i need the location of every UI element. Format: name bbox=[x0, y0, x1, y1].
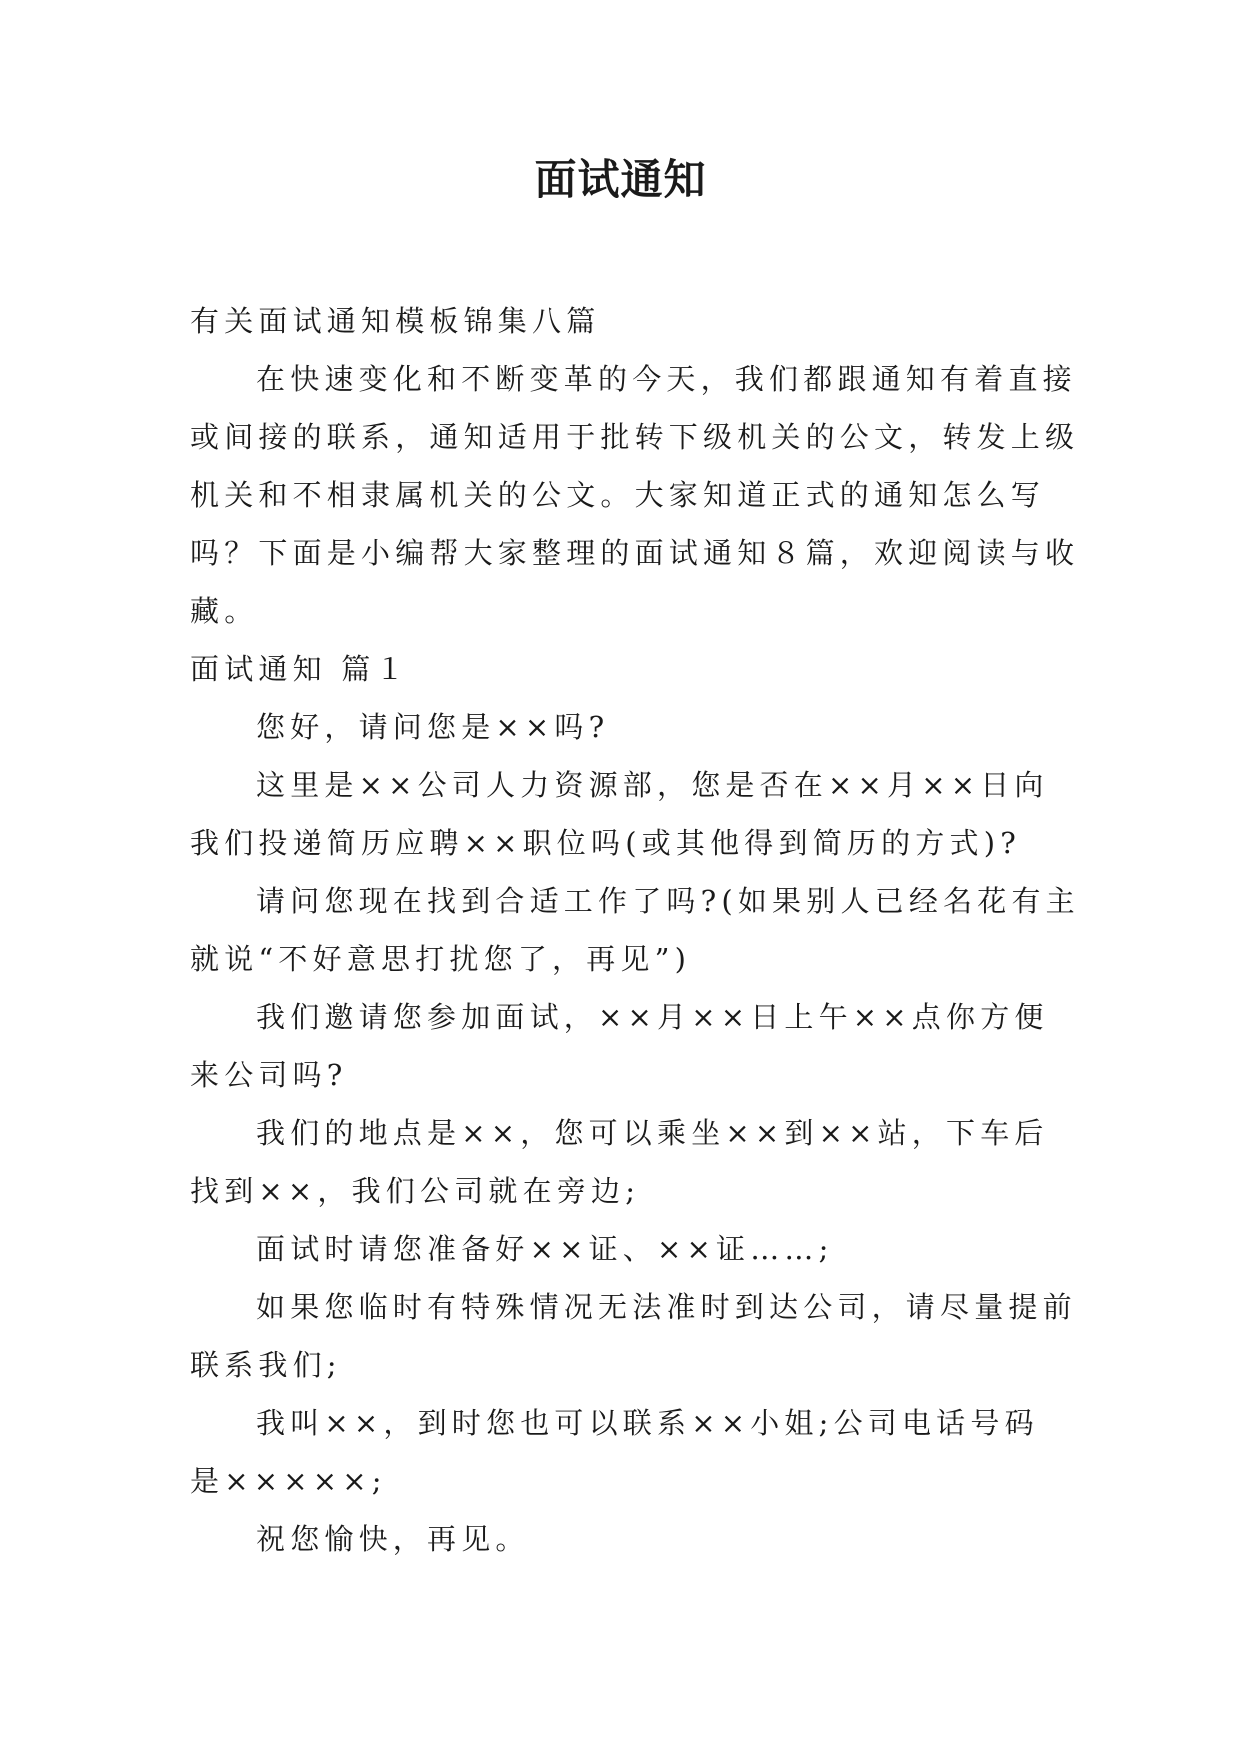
section-heading: 面试通知 篇１ bbox=[190, 652, 410, 686]
document-title: 面试通知 bbox=[534, 155, 707, 204]
doc-line: 我们投递简历应聘××职位吗(或其他得到简历的方式)? bbox=[190, 826, 1021, 860]
doc-line: 我们邀请您参加面试，××月××日上午××点你方便 bbox=[256, 1000, 1049, 1034]
doc-line: 面试时请您准备好××证、××证……; bbox=[256, 1232, 834, 1266]
document-body bbox=[190, 292, 1080, 1568]
doc-line: 我叫××，到时您也可以联系××小姐;公司电话号码 bbox=[256, 1406, 1039, 1440]
doc-line: 我们的地点是××，您可以乘坐××到××站，下车后 bbox=[256, 1116, 1049, 1150]
doc-line: 找到××，我们公司就在旁边; bbox=[190, 1174, 641, 1208]
doc-line: 是×××××; bbox=[190, 1464, 387, 1498]
doc-line: 来公司吗? bbox=[190, 1058, 348, 1092]
doc-line-intro: 或间接的联系，通知适用于批转下级机关的公文，转发上级 bbox=[190, 420, 1080, 454]
doc-line: 这里是××公司人力资源部，您是否在××月××日向 bbox=[256, 768, 1049, 802]
doc-line: 请问您现在找到合适工作了吗?(如果别人已经名花有主 bbox=[256, 884, 1080, 918]
doc-line-intro: 吗？下面是小编帮大家整理的面试通知８篇，欢迎阅读与收 bbox=[190, 536, 1080, 570]
doc-line-intro: 机关和不相隶属机关的公文。大家知道正式的通知怎么写 bbox=[190, 478, 1046, 512]
doc-line: 就说“不好意思打扰您了，再见”) bbox=[190, 942, 692, 976]
doc-line-intro: 藏。 bbox=[190, 594, 259, 628]
doc-line: 您好，请问您是××吗? bbox=[256, 710, 610, 744]
doc-line-intro: 在快速变化和不断变革的今天，我们都跟通知有着直接 bbox=[256, 362, 1077, 396]
doc-line-subtitle: 有关面试通知模板锦集八篇 bbox=[190, 304, 601, 338]
doc-line: 祝您愉快，再见。 bbox=[256, 1522, 530, 1556]
doc-line: 如果您临时有特殊情况无法准时到达公司，请尽量提前 bbox=[256, 1290, 1077, 1324]
doc-line: 联系我们; bbox=[190, 1348, 342, 1382]
